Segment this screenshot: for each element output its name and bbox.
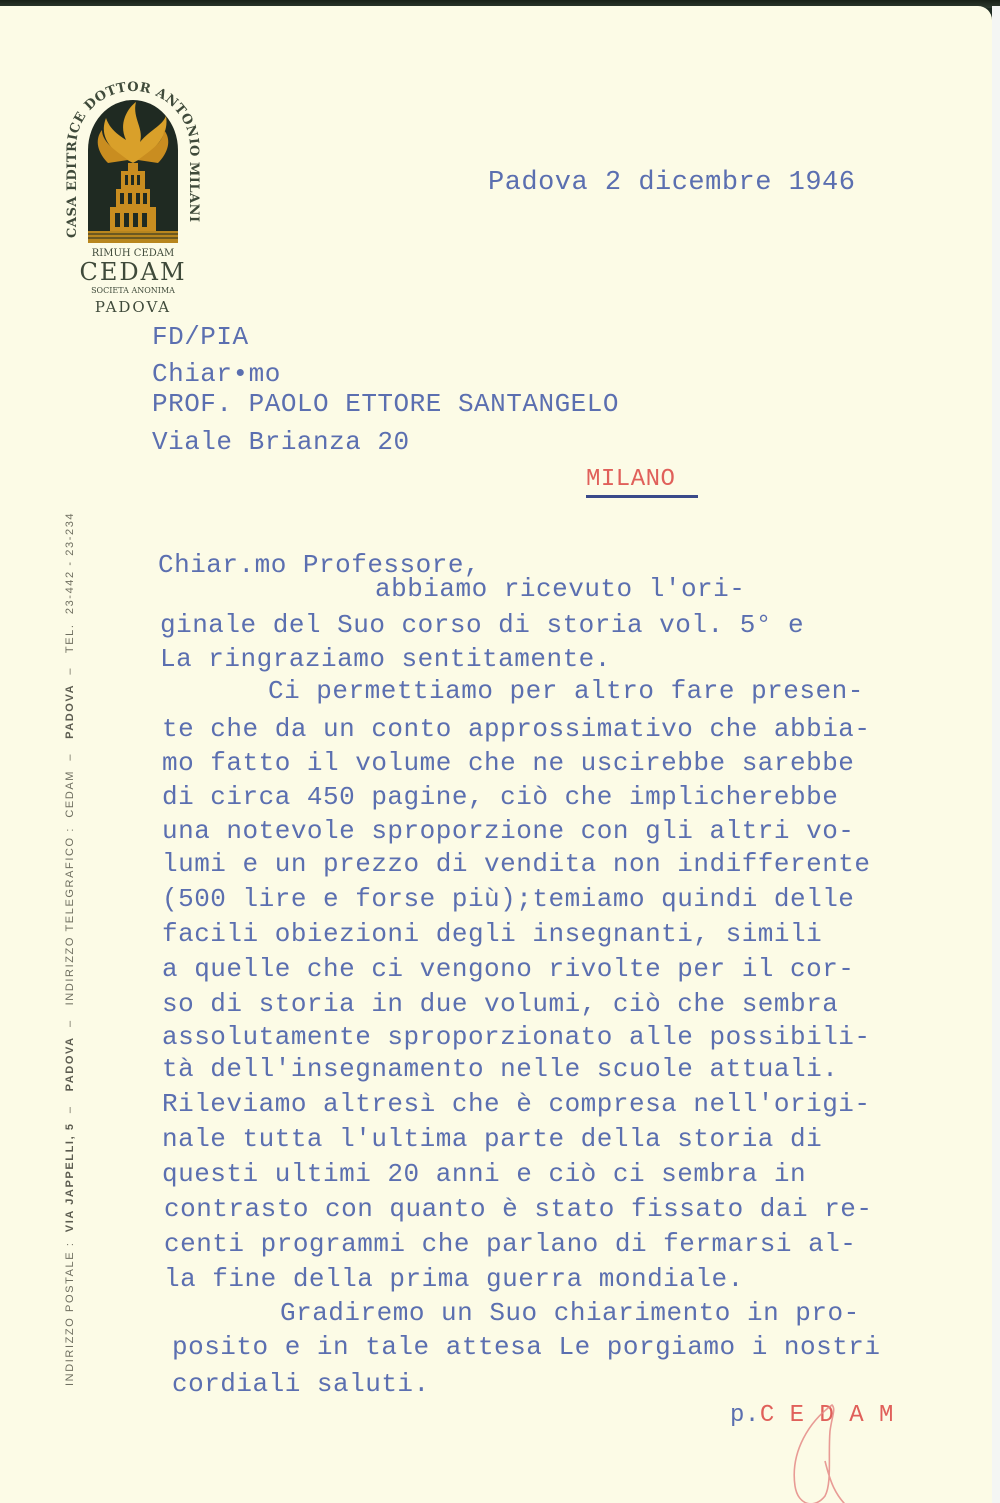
body-line: tà dell'insegnamento nelle scuole attuali.	[162, 1054, 839, 1084]
recipient-salutation: Chiar•mo	[152, 359, 281, 389]
body-line: facili obiezioni degli insegnanti, simili	[162, 919, 823, 949]
body-line: te che da un conto approssimativo che abbia-	[162, 714, 871, 744]
svg-text:PADOVA: PADOVA	[94, 298, 172, 316]
body-line: di circa 450 pagine, ciò che implicherebbe	[162, 782, 839, 812]
body-line: abbiamo ricevuto l'ori-	[375, 574, 746, 604]
body-line: assolutamente sproporzionato alle possibili-	[162, 1022, 871, 1052]
svg-text:CASA EDITRICE DOTTOR ANTONIO M: CASA EDITRICE DOTTOR ANTONIO MILANI	[64, 79, 201, 238]
body-line: cordiali saluti.	[172, 1369, 430, 1399]
scan-border-right	[992, 6, 1000, 1503]
body-line: Ci permettiamo per altro fare presen-	[268, 676, 864, 706]
body-line: Rileviamo altresì che è compresa nell'origi-	[162, 1089, 871, 1119]
svg-text:CEDAM: CEDAM	[79, 258, 187, 286]
recipient-name: PROF. PAOLO ETTORE SANTANGELO	[152, 389, 619, 419]
body-line: La ringraziamo sentitamente.	[160, 644, 611, 674]
body-line: centi programmi che parlano di fermarsi al-	[164, 1229, 857, 1259]
body-line: una notevole sproporzione con gli altri vo-	[162, 816, 855, 846]
letter-reference: FD/PIA	[152, 322, 249, 352]
body-line: so di storia in due volumi, ciò che sembra	[162, 989, 839, 1019]
signature-company: C E D A M	[759, 1402, 894, 1429]
letterhead-side-address: INDIRIZZO POSTALE : VIA JAPPELLI, 5 – PADOVA – INDIRIZZO TELEGRAFICO : CEDAM – PADOVA – TEL. 23-442 - 23-234	[64, 511, 76, 1386]
body-line: contrasto con quanto è stato fissato dai re-	[164, 1194, 873, 1224]
recipient-street: Viale Brianza 20	[152, 427, 410, 457]
body-line: a quelle che ci vengono rivolte per il cor-	[162, 954, 855, 984]
body-line: lumi e un prezzo di vendita non indifferente	[162, 849, 871, 879]
recipient-city: MILANO	[586, 466, 676, 493]
body-line: mo fatto il volume che ne uscirebbe sarebbe	[162, 748, 855, 778]
body-line: nale tutta l'ultima parte della storia di	[162, 1124, 823, 1154]
svg-text:RIMUH CEDAM: RIMUH CEDAM	[91, 248, 175, 259]
body-line: ginale del Suo corso di storia vol. 5° e	[160, 610, 805, 640]
city-underline	[586, 495, 698, 498]
cedam-logo-icon	[58, 68, 208, 318]
body-line: posito e in tale attesa Le porgiamo i nostri	[172, 1332, 881, 1362]
letter-greeting: Chiar.mo Professore,	[158, 550, 481, 580]
body-line: questi ultimi 20 anni e ciò ci sembra in	[162, 1159, 807, 1189]
body-line: la fine della prima guerra mondiale.	[164, 1264, 744, 1294]
handwritten-signature-icon	[770, 1401, 860, 1503]
svg-text:SOCIETA ANONIMA: SOCIETA ANONIMA	[91, 286, 175, 295]
body-line: Gradiremo un Suo chiarimento in pro-	[280, 1298, 860, 1328]
signature-prefix: p.	[730, 1402, 760, 1429]
letter-date: Padova 2 dicembre 1946	[488, 168, 856, 198]
letter-page	[0, 6, 992, 1503]
body-line: (500 lire e forse più);temiamo quindi delle	[162, 884, 855, 914]
